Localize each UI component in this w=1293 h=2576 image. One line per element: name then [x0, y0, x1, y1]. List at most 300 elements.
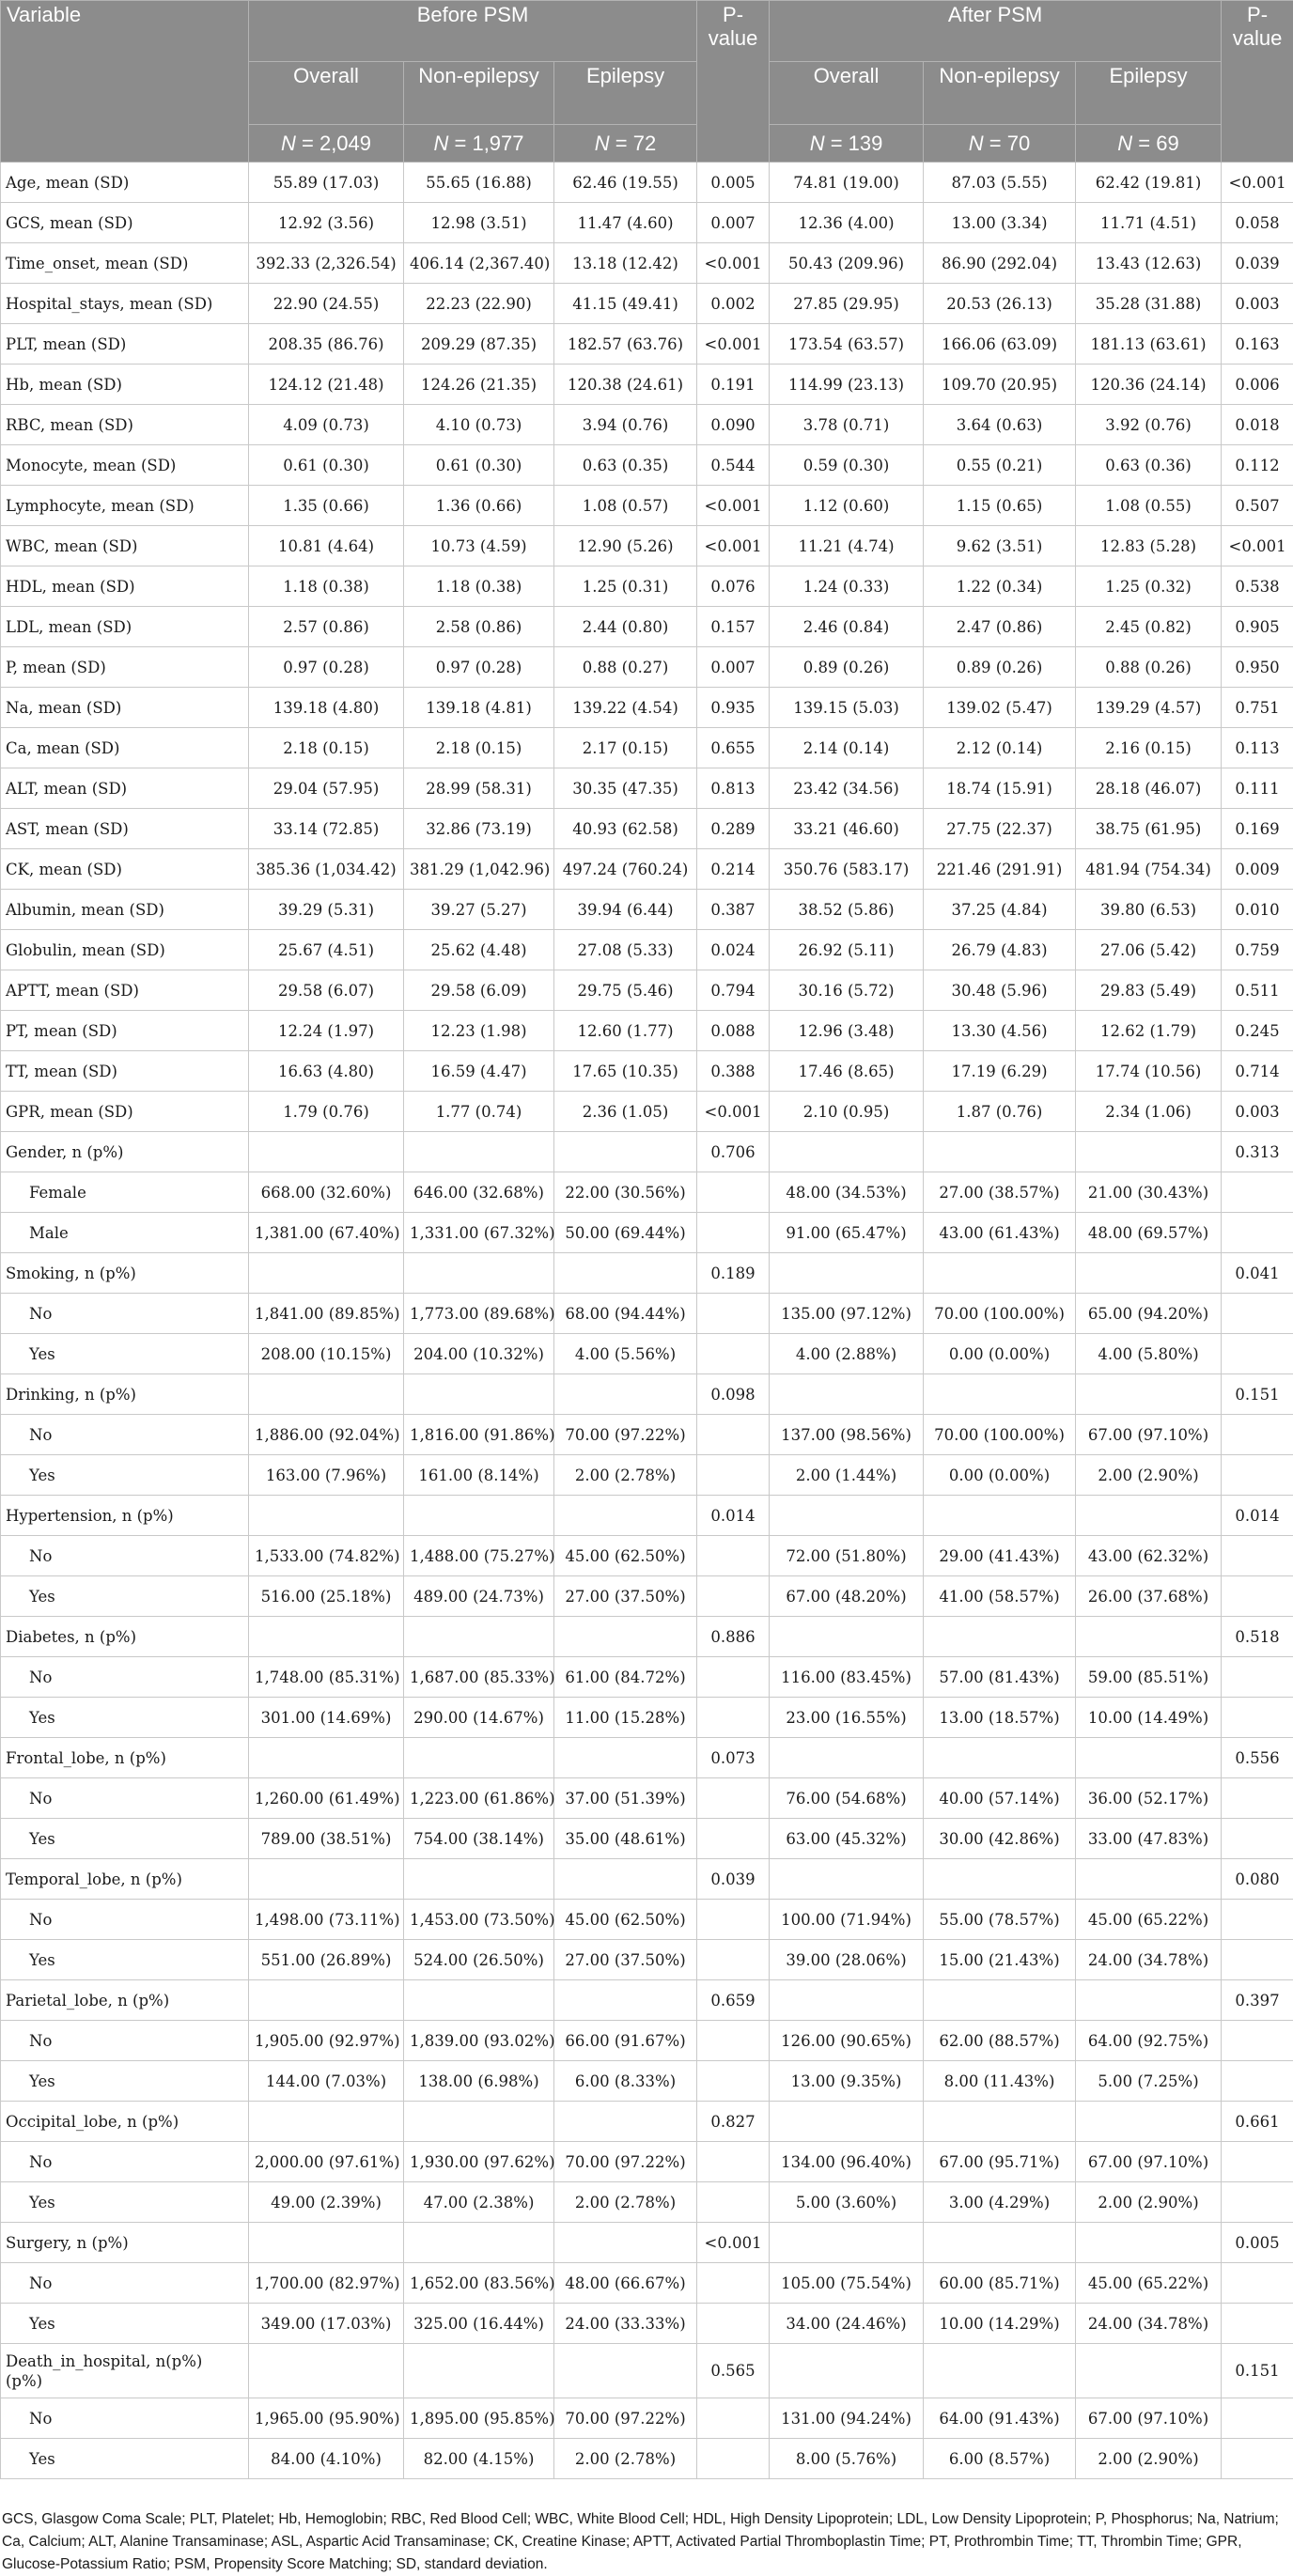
before-epilepsy-cell: 30.35 (47.35): [554, 768, 697, 809]
p-value-after-cell: [1222, 1698, 1293, 1738]
p-value-before-cell: 0.014: [697, 1496, 770, 1536]
after-non-epilepsy-cell: 17.19 (6.29): [924, 1051, 1076, 1092]
after-non-epilepsy-cell: 41.00 (58.57%): [924, 1576, 1076, 1617]
table-row: [1, 324, 1293, 365]
before-epilepsy-cell: [554, 1374, 697, 1415]
after-epilepsy-cell: [1076, 2223, 1222, 2263]
table-row: [1, 2439, 1293, 2479]
before-epilepsy-cell: 2.44 (0.80): [554, 607, 697, 647]
variable-label: Ca, mean (SD): [1, 728, 249, 768]
before-overall-cell: 2.18 (0.15): [249, 728, 404, 768]
p-value-before-cell: <0.001: [697, 243, 770, 284]
variable-label: No: [1, 1657, 249, 1698]
after-epilepsy-cell: [1076, 1617, 1222, 1657]
after-overall-cell: 26.92 (5.11): [770, 930, 924, 970]
p-value-before-cell: 0.098: [697, 1374, 770, 1415]
before-overall-cell: 22.90 (24.55): [249, 284, 404, 324]
variable-label: HDL, mean (SD): [1, 566, 249, 607]
variable-label: Smoking, n (p%): [1, 1253, 249, 1294]
variable-label: Gender, n (p%): [1, 1132, 249, 1172]
after-non-epilepsy-cell: [924, 1617, 1076, 1657]
after-non-epilepsy-cell: 0.00 (0.00%): [924, 1455, 1076, 1496]
p-value-after-cell: 0.080: [1222, 1859, 1293, 1900]
before-non-epilepsy-cell: [404, 2102, 554, 2142]
before-non-epilepsy-cell: 209.29 (87.35): [404, 324, 554, 365]
after-overall-cell: 1.24 (0.33): [770, 566, 924, 607]
p-value-before-cell: [697, 2263, 770, 2304]
table-row: [1, 647, 1293, 688]
p-value-after-cell: 0.397: [1222, 1980, 1293, 2021]
table-row: [1, 1576, 1293, 1617]
variable-label: Surgery, n (p%): [1, 2223, 249, 2263]
before-epilepsy-cell: 11.47 (4.60): [554, 203, 697, 243]
before-overall-cell: 1,533.00 (74.82%): [249, 1536, 404, 1576]
p-value-before-cell: 0.191: [697, 365, 770, 405]
table-row: [1, 2142, 1293, 2182]
before-non-epilepsy-cell: 138.00 (6.98%): [404, 2061, 554, 2102]
after-overall-cell: 134.00 (96.40%): [770, 2142, 924, 2182]
after-non-epilepsy-cell: 0.00 (0.00%): [924, 1334, 1076, 1374]
variable-label: Male: [1, 1213, 249, 1253]
after-epilepsy-cell: 2.00 (2.90%): [1076, 2439, 1222, 2479]
before-epilepsy-cell: 27.00 (37.50%): [554, 1576, 697, 1617]
after-epilepsy-cell: 26.00 (37.68%): [1076, 1576, 1222, 1617]
after-non-epilepsy-cell: 30.00 (42.86%): [924, 1819, 1076, 1859]
p-value-before-cell: 0.813: [697, 768, 770, 809]
table-row: [1, 1536, 1293, 1576]
before-overall-cell: 124.12 (21.48): [249, 365, 404, 405]
p-value-after-cell: 0.313: [1222, 1132, 1293, 1172]
after-epilepsy-cell: 67.00 (97.10%): [1076, 1415, 1222, 1455]
after-non-epilepsy-cell: 109.70 (20.95): [924, 365, 1076, 405]
before-epilepsy-cell: 50.00 (69.44%): [554, 1213, 697, 1253]
before-non-epilepsy-cell: 204.00 (10.32%): [404, 1334, 554, 1374]
p-value-before-cell: [697, 2439, 770, 2479]
before-epilepsy-cell: 66.00 (91.67%): [554, 2021, 697, 2061]
after-overall-cell: [770, 2223, 924, 2263]
before-overall-cell: 1,260.00 (61.49%): [249, 1778, 404, 1819]
after-epilepsy-cell: 33.00 (47.83%): [1076, 1819, 1222, 1859]
before-epilepsy-cell: 27.08 (5.33): [554, 930, 697, 970]
before-epilepsy-cell: 12.90 (5.26): [554, 526, 697, 566]
before-non-epilepsy-cell: 1.18 (0.38): [404, 566, 554, 607]
before-non-epilepsy-cell: 2.58 (0.86): [404, 607, 554, 647]
after-non-epilepsy-cell: 55.00 (78.57%): [924, 1900, 1076, 1940]
before-epilepsy-cell: 2.17 (0.15): [554, 728, 697, 768]
p-value-before-cell: 0.157: [697, 607, 770, 647]
before-non-epilepsy-cell: 646.00 (32.68%): [404, 1172, 554, 1213]
p-value-before-cell: [697, 1415, 770, 1455]
before-non-epilepsy-cell: 754.00 (38.14%): [404, 1819, 554, 1859]
before-overall-cell: 29.58 (6.07): [249, 970, 404, 1011]
table-row: [1, 2344, 1293, 2398]
after-epilepsy-cell: 67.00 (97.10%): [1076, 2142, 1222, 2182]
variable-label: GCS, mean (SD): [1, 203, 249, 243]
p-value-before-cell: [697, 1334, 770, 1374]
before-overall-cell: 1,498.00 (73.11%): [249, 1900, 404, 1940]
p-value-before-cell: 0.090: [697, 405, 770, 445]
after-overall-cell: 76.00 (54.68%): [770, 1778, 924, 1819]
before-overall-cell: [249, 2223, 404, 2263]
variable-label: Globulin, mean (SD): [1, 930, 249, 970]
table-row: [1, 1294, 1293, 1334]
before-non-epilepsy-cell: 1,652.00 (83.56%): [404, 2263, 554, 2304]
after-non-epilepsy-cell: [924, 1859, 1076, 1900]
after-overall-cell: 2.46 (0.84): [770, 607, 924, 647]
after-non-epilepsy-cell: [924, 2223, 1076, 2263]
table-row: [1, 1172, 1293, 1213]
after-overall-cell: 13.00 (9.35%): [770, 2061, 924, 2102]
table-row: [1, 486, 1293, 526]
p-value-before-cell: [697, 1172, 770, 1213]
before-epilepsy-cell: 4.00 (5.56%): [554, 1334, 697, 1374]
before-epilepsy-cell: 2.00 (2.78%): [554, 1455, 697, 1496]
p-value-after-cell: [1222, 2061, 1293, 2102]
after-epilepsy-cell: 67.00 (97.10%): [1076, 2398, 1222, 2439]
before-epilepsy-cell: 12.60 (1.77): [554, 1011, 697, 1051]
before-epilepsy-cell: 0.88 (0.27): [554, 647, 697, 688]
after-non-epilepsy-cell: 6.00 (8.57%): [924, 2439, 1076, 2479]
before-overall-cell: 668.00 (32.60%): [249, 1172, 404, 1213]
after-non-epilepsy-cell: 1.87 (0.76): [924, 1092, 1076, 1132]
before-overall-cell: 789.00 (38.51%): [249, 1819, 404, 1859]
p-value-before-cell: 0.002: [697, 284, 770, 324]
after-non-epilepsy-cell: 1.15 (0.65): [924, 486, 1076, 526]
table-row: [1, 2398, 1293, 2439]
after-overall-cell: [770, 2344, 924, 2398]
before-epilepsy-cell: 24.00 (33.33%): [554, 2304, 697, 2344]
before-overall-cell: [249, 1132, 404, 1172]
before-non-epilepsy-header: Non-epilepsy: [404, 62, 554, 125]
table-row: [1, 1617, 1293, 1657]
p-value-after-cell: 0.039: [1222, 243, 1293, 284]
before-non-epilepsy-cell: 381.29 (1,042.96): [404, 849, 554, 890]
after-epilepsy-cell: 48.00 (69.57%): [1076, 1213, 1222, 1253]
after-overall-cell: 63.00 (45.32%): [770, 1819, 924, 1859]
after-non-epilepsy-cell: [924, 1132, 1076, 1172]
variable-label: CK, mean (SD): [1, 849, 249, 890]
before-overall-cell: 4.09 (0.73): [249, 405, 404, 445]
after-overall-cell: 173.54 (63.57): [770, 324, 924, 365]
p-value-after-cell: 0.005: [1222, 2223, 1293, 2263]
after-overall-cell: [770, 2102, 924, 2142]
p-value-after-cell: [1222, 2142, 1293, 2182]
p-value-after-cell: 0.014: [1222, 1496, 1293, 1536]
p-value-before-cell: 0.189: [697, 1253, 770, 1294]
variable-label: Yes: [1, 2439, 249, 2479]
table-row: [1, 1738, 1293, 1778]
before-non-epilepsy-cell: 1,930.00 (97.62%): [404, 2142, 554, 2182]
after-epilepsy-cell: 2.00 (2.90%): [1076, 2182, 1222, 2223]
before-epilepsy-cell: 13.18 (12.42): [554, 243, 697, 284]
variable-label: Hospital_stays, mean (SD): [1, 284, 249, 324]
after-overall-cell: [770, 1496, 924, 1536]
p-value-before-cell: 0.544: [697, 445, 770, 486]
before-non-epilepsy-cell: 1,839.00 (93.02%): [404, 2021, 554, 2061]
before-epilepsy-cell: 45.00 (62.50%): [554, 1536, 697, 1576]
after-overall-cell: 50.43 (209.96): [770, 243, 924, 284]
after-epilepsy-cell: [1076, 1496, 1222, 1536]
before-overall-cell: 1,965.00 (95.90%): [249, 2398, 404, 2439]
after-epilepsy-cell: [1076, 2344, 1222, 2398]
variable-label: No: [1, 2398, 249, 2439]
before-epilepsy-cell: 61.00 (84.72%): [554, 1657, 697, 1698]
variable-label: Albumin, mean (SD): [1, 890, 249, 930]
after-overall-cell: 114.99 (23.13): [770, 365, 924, 405]
after-overall-cell: 2.14 (0.14): [770, 728, 924, 768]
after-overall-cell: [770, 1374, 924, 1415]
p-value-before-cell: <0.001: [697, 486, 770, 526]
after-epilepsy-cell: 45.00 (65.22%): [1076, 1900, 1222, 1940]
before-non-epilepsy-cell: 325.00 (16.44%): [404, 2304, 554, 2344]
after-overall-cell: 72.00 (51.80%): [770, 1536, 924, 1576]
after-epilepsy-cell: 65.00 (94.20%): [1076, 1294, 1222, 1334]
p-value-before-cell: [697, 1940, 770, 1980]
p-value-before-cell: 0.655: [697, 728, 770, 768]
after-non-epilepsy-cell: 166.06 (63.09): [924, 324, 1076, 365]
variable-label: Yes: [1, 1940, 249, 1980]
before-non-epilepsy-cell: 489.00 (24.73%): [404, 1576, 554, 1617]
after-non-epilepsy-cell: 30.48 (5.96): [924, 970, 1076, 1011]
after-non-epilepsy-cell: 67.00 (95.71%): [924, 2142, 1076, 2182]
table-row: [1, 1092, 1293, 1132]
before-epilepsy-cell: 27.00 (37.50%): [554, 1940, 697, 1980]
variable-label: Death_in_hospital, n(p%) (p%): [1, 2344, 249, 2398]
before-epilepsy-cell: 39.94 (6.44): [554, 890, 697, 930]
after-epilepsy-cell: [1076, 1859, 1222, 1900]
table-row: [1, 1011, 1293, 1051]
p-value-after-cell: [1222, 1900, 1293, 1940]
p-value-before-cell: 0.565: [697, 2344, 770, 2398]
table-body: [1, 163, 1293, 2479]
p-value-before-cell: 0.007: [697, 647, 770, 688]
p-value-after-cell: 0.556: [1222, 1738, 1293, 1778]
variable-label: P, mean (SD): [1, 647, 249, 688]
before-non-epilepsy-cell: [404, 1496, 554, 1536]
after-epilepsy-cell: 3.92 (0.76): [1076, 405, 1222, 445]
variable-label: No: [1, 1415, 249, 1455]
variable-label: PT, mean (SD): [1, 1011, 249, 1051]
after-overall-cell: [770, 1859, 924, 1900]
before-non-epilepsy-cell: 1.36 (0.66): [404, 486, 554, 526]
after-non-epilepsy-cell: 9.62 (3.51): [924, 526, 1076, 566]
before-non-epilepsy-cell: [404, 1253, 554, 1294]
p-value-before-cell: 0.794: [697, 970, 770, 1011]
table-row: [1, 2021, 1293, 2061]
before-epilepsy-cell: 2.36 (1.05): [554, 1092, 697, 1132]
before-epilepsy-cell: 22.00 (30.56%): [554, 1172, 697, 1213]
variable-label: Yes: [1, 1819, 249, 1859]
table-row: [1, 2102, 1293, 2142]
before-epilepsy-cell: [554, 1617, 697, 1657]
before-overall-cell: 16.63 (4.80): [249, 1051, 404, 1092]
after-non-epilepsy-cell: 18.74 (15.91): [924, 768, 1076, 809]
before-non-epilepsy-cell: 0.61 (0.30): [404, 445, 554, 486]
after-epilepsy-cell: 4.00 (5.80%): [1076, 1334, 1222, 1374]
before-epilepsy-cell: 0.63 (0.35): [554, 445, 697, 486]
after-overall-cell: 139.15 (5.03): [770, 688, 924, 728]
table-row: [1, 2223, 1293, 2263]
before-epilepsy-cell: 6.00 (8.33%): [554, 2061, 697, 2102]
n-before-non-epilepsy: N = 1,977: [404, 125, 554, 163]
after-overall-cell: 350.76 (583.17): [770, 849, 924, 890]
p-value-after-cell: 0.169: [1222, 809, 1293, 849]
after-epilepsy-cell: 2.34 (1.06): [1076, 1092, 1222, 1132]
table-row: [1, 1698, 1293, 1738]
after-non-epilepsy-cell: 37.25 (4.84): [924, 890, 1076, 930]
p-value-before-cell: 0.073: [697, 1738, 770, 1778]
before-overall-cell: 84.00 (4.10%): [249, 2439, 404, 2479]
table-row: [1, 203, 1293, 243]
after-overall-cell: 17.46 (8.65): [770, 1051, 924, 1092]
after-overall-cell: [770, 1617, 924, 1657]
before-overall-cell: 551.00 (26.89%): [249, 1940, 404, 1980]
table-row: [1, 566, 1293, 607]
p-value-after-cell: [1222, 1536, 1293, 1576]
after-non-epilepsy-cell: 70.00 (100.00%): [924, 1415, 1076, 1455]
p-value-before-cell: 0.289: [697, 809, 770, 849]
table-row: [1, 1213, 1293, 1253]
table-row: [1, 890, 1293, 930]
before-non-epilepsy-cell: 29.58 (6.09): [404, 970, 554, 1011]
p-value-after-cell: <0.001: [1222, 526, 1293, 566]
after-overall-cell: 34.00 (24.46%): [770, 2304, 924, 2344]
before-non-epilepsy-cell: 524.00 (26.50%): [404, 1940, 554, 1980]
before-overall-cell: 349.00 (17.03%): [249, 2304, 404, 2344]
before-epilepsy-cell: 41.15 (49.41): [554, 284, 697, 324]
after-overall-cell: 116.00 (83.45%): [770, 1657, 924, 1698]
before-overall-cell: 516.00 (25.18%): [249, 1576, 404, 1617]
after-overall-cell: 8.00 (5.76%): [770, 2439, 924, 2479]
after-overall-cell: 105.00 (75.54%): [770, 2263, 924, 2304]
before-overall-cell: [249, 1617, 404, 1657]
before-epilepsy-cell: 70.00 (97.22%): [554, 2142, 697, 2182]
variable-label: Yes: [1, 2182, 249, 2223]
p-value-before-cell: <0.001: [697, 526, 770, 566]
p-value-before-cell: 0.706: [697, 1132, 770, 1172]
before-epilepsy-cell: 182.57 (63.76): [554, 324, 697, 365]
variable-label: No: [1, 1900, 249, 1940]
after-epilepsy-cell: 21.00 (30.43%): [1076, 1172, 1222, 1213]
after-overall-cell: 5.00 (3.60%): [770, 2182, 924, 2223]
after-epilepsy-cell: 59.00 (85.51%): [1076, 1657, 1222, 1698]
variable-label: Na, mean (SD): [1, 688, 249, 728]
table-row: [1, 1496, 1293, 1536]
variable-label: No: [1, 2142, 249, 2182]
before-epilepsy-cell: 70.00 (97.22%): [554, 2398, 697, 2439]
p-value-before-cell: [697, 2061, 770, 2102]
before-overall-cell: 1.18 (0.38): [249, 566, 404, 607]
after-overall-cell: 23.42 (34.56): [770, 768, 924, 809]
table-row: [1, 1940, 1293, 1980]
p-value-before-cell: [697, 2182, 770, 2223]
p-value-after-cell: [1222, 2304, 1293, 2344]
after-non-epilepsy-cell: 64.00 (91.43%): [924, 2398, 1076, 2439]
after-epilepsy-cell: [1076, 1738, 1222, 1778]
p-value-after-cell: 0.950: [1222, 647, 1293, 688]
after-non-epilepsy-cell: 20.53 (26.13): [924, 284, 1076, 324]
after-epilepsy-cell: 181.13 (63.61): [1076, 324, 1222, 365]
before-non-epilepsy-cell: 0.97 (0.28): [404, 647, 554, 688]
before-non-epilepsy-cell: [404, 1859, 554, 1900]
table-row: [1, 1455, 1293, 1496]
before-epilepsy-cell: 3.94 (0.76): [554, 405, 697, 445]
after-epilepsy-cell: [1076, 1980, 1222, 2021]
after-non-epilepsy-cell: 0.89 (0.26): [924, 647, 1076, 688]
after-overall-header: Overall: [770, 62, 924, 125]
after-epilepsy-cell: 12.83 (5.28): [1076, 526, 1222, 566]
p-value-after-cell: 0.245: [1222, 1011, 1293, 1051]
before-overall-cell: 385.36 (1,034.42): [249, 849, 404, 890]
before-epilepsy-cell: [554, 1738, 697, 1778]
p-value-after-cell: [1222, 1778, 1293, 1819]
after-non-epilepsy-cell: 221.46 (291.91): [924, 849, 1076, 890]
variable-label: No: [1, 2263, 249, 2304]
before-non-epilepsy-cell: 124.26 (21.35): [404, 365, 554, 405]
before-epilepsy-cell: 497.24 (760.24): [554, 849, 697, 890]
variable-label: ALT, mean (SD): [1, 768, 249, 809]
variable-label: Hypertension, n (p%): [1, 1496, 249, 1536]
after-epilepsy-cell: 28.18 (46.07): [1076, 768, 1222, 809]
after-non-epilepsy-header: Non-epilepsy: [924, 62, 1076, 125]
before-overall-cell: 139.18 (4.80): [249, 688, 404, 728]
p-value-after-cell: 0.006: [1222, 365, 1293, 405]
variable-label: No: [1, 1778, 249, 1819]
after-non-epilepsy-cell: 86.90 (292.04): [924, 243, 1076, 284]
table-row: [1, 1051, 1293, 1092]
after-non-epilepsy-cell: 13.00 (3.34): [924, 203, 1076, 243]
before-epilepsy-cell: 35.00 (48.61%): [554, 1819, 697, 1859]
p-value-before-cell: [697, 2142, 770, 2182]
after-overall-cell: 30.16 (5.72): [770, 970, 924, 1011]
before-epilepsy-cell: [554, 1859, 697, 1900]
p-value-before-cell: [697, 1778, 770, 1819]
p-value-before-cell: 0.005: [697, 163, 770, 203]
after-epilepsy-cell: 139.29 (4.57): [1076, 688, 1222, 728]
variable-label: APTT, mean (SD): [1, 970, 249, 1011]
p-value-before-cell: <0.001: [697, 1092, 770, 1132]
before-epilepsy-cell: [554, 1496, 697, 1536]
after-overall-cell: 91.00 (65.47%): [770, 1213, 924, 1253]
after-non-epilepsy-cell: 15.00 (21.43%): [924, 1940, 1076, 1980]
p-value-after-cell: 0.759: [1222, 930, 1293, 970]
before-overall-cell: [249, 2102, 404, 2142]
after-non-epilepsy-cell: 57.00 (81.43%): [924, 1657, 1076, 1698]
before-overall-cell: 39.29 (5.31): [249, 890, 404, 930]
after-overall-cell: 2.00 (1.44%): [770, 1455, 924, 1496]
p-value-after-cell: 0.018: [1222, 405, 1293, 445]
table-row: [1, 1980, 1293, 2021]
before-epilepsy-cell: 17.65 (10.35): [554, 1051, 697, 1092]
p-value-after-cell: [1222, 2021, 1293, 2061]
before-overall-cell: 208.35 (86.76): [249, 324, 404, 365]
before-non-epilepsy-cell: 139.18 (4.81): [404, 688, 554, 728]
after-epilepsy-cell: [1076, 1253, 1222, 1294]
table-row: [1, 1374, 1293, 1415]
before-non-epilepsy-cell: 10.73 (4.59): [404, 526, 554, 566]
p-value-before-cell: <0.001: [697, 324, 770, 365]
after-non-epilepsy-cell: 87.03 (5.55): [924, 163, 1076, 203]
p-value-before-cell: 0.886: [697, 1617, 770, 1657]
table-row: [1, 1334, 1293, 1374]
after-epilepsy-cell: 0.63 (0.36): [1076, 445, 1222, 486]
before-epilepsy-cell: 1.25 (0.31): [554, 566, 697, 607]
p-value-before-cell: [697, 2398, 770, 2439]
after-epilepsy-cell: 24.00 (34.78%): [1076, 1940, 1222, 1980]
p-value-before-cell: 0.007: [697, 203, 770, 243]
before-overall-cell: 25.67 (4.51): [249, 930, 404, 970]
before-non-epilepsy-cell: 2.18 (0.15): [404, 728, 554, 768]
